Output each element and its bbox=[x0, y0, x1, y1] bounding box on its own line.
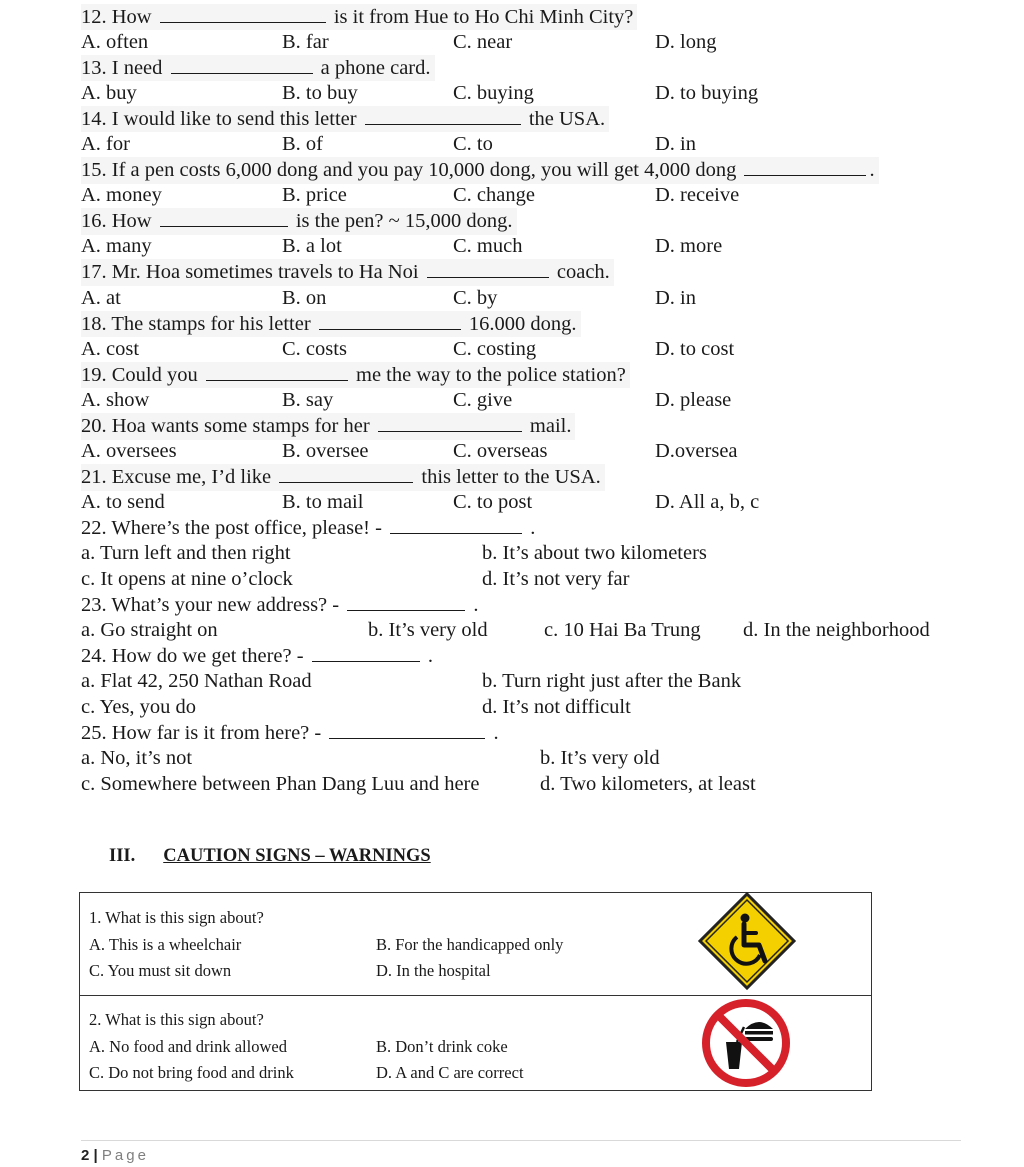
option[interactable]: c. It opens at nine o’clock bbox=[81, 568, 293, 591]
option[interactable]: A. This is a wheelchair bbox=[89, 934, 242, 954]
question-25: 25. How far is it from here? - . bbox=[81, 722, 499, 745]
option[interactable]: B. on bbox=[282, 286, 327, 309]
option[interactable]: C. near bbox=[453, 30, 513, 53]
question-21: 21. Excuse me, I’d like this letter to the USA. bbox=[81, 465, 981, 491]
option[interactable]: b. It’s very old bbox=[540, 747, 660, 770]
option[interactable]: C. change bbox=[453, 184, 535, 207]
option[interactable]: B. a lot bbox=[282, 235, 342, 258]
option[interactable]: B. say bbox=[282, 388, 334, 411]
question-18: 18. The stamps for his letter 16.000 dong. bbox=[81, 311, 981, 337]
option[interactable]: A. at bbox=[81, 286, 121, 309]
options-16 bbox=[81, 234, 981, 260]
option[interactable]: c. Yes, you do bbox=[81, 696, 197, 719]
option[interactable]: D. more bbox=[655, 235, 723, 258]
options-25b bbox=[81, 772, 981, 798]
option[interactable]: D. to cost bbox=[655, 337, 735, 360]
option[interactable]: d. It’s not very far bbox=[482, 568, 630, 591]
answer-blank[interactable] bbox=[279, 464, 413, 483]
option[interactable]: D.oversea bbox=[655, 440, 738, 463]
question-14: 14. I would like to send this letter the USA. bbox=[81, 106, 981, 132]
question-20: 20. Hoa wants some stamps for her mail. bbox=[81, 414, 981, 440]
option[interactable]: A. oversees bbox=[81, 440, 177, 463]
option[interactable]: B. to mail bbox=[282, 491, 364, 514]
option[interactable]: D. to buying bbox=[655, 81, 759, 104]
option[interactable]: C. overseas bbox=[453, 440, 548, 463]
option[interactable]: B. For the handicapped only bbox=[376, 934, 564, 954]
signs-table bbox=[79, 892, 872, 1091]
options-22a bbox=[81, 541, 981, 567]
option[interactable]: D. long bbox=[655, 30, 717, 53]
answer-blank[interactable] bbox=[378, 413, 522, 432]
option[interactable]: C. buying bbox=[453, 81, 534, 104]
answer-blank[interactable] bbox=[319, 311, 461, 330]
options-20 bbox=[81, 439, 981, 465]
question-15: 15. If a pen costs 6,000 dong and you pay 10,000 dong, you will get 4,000 dong . bbox=[81, 158, 981, 184]
option[interactable]: C. by bbox=[453, 286, 498, 309]
option[interactable]: C. You must sit down bbox=[89, 961, 232, 980]
option[interactable]: D. All a, b, c bbox=[655, 491, 760, 514]
option[interactable]: d. In the neighborhood bbox=[743, 619, 930, 642]
option[interactable]: B. oversee bbox=[282, 440, 369, 463]
option[interactable]: B. of bbox=[282, 132, 323, 155]
option[interactable]: A. money bbox=[81, 184, 162, 207]
question-16: 16. How is the pen? ~ 15,000 dong. bbox=[81, 209, 981, 235]
answer-blank[interactable] bbox=[347, 592, 465, 611]
option[interactable]: D. in bbox=[655, 132, 696, 155]
option[interactable]: C. to bbox=[453, 132, 493, 155]
section-number: III. bbox=[109, 846, 136, 866]
option[interactable]: A. to send bbox=[81, 491, 165, 514]
section-heading bbox=[109, 846, 431, 867]
options-19 bbox=[81, 388, 981, 414]
section-title: CAUTION SIGNS – WARNINGS bbox=[163, 846, 431, 866]
option[interactable]: B. far bbox=[282, 30, 329, 53]
option[interactable]: C. give bbox=[453, 388, 513, 411]
option[interactable]: d. Two kilometers, at least bbox=[540, 772, 756, 795]
answer-blank[interactable] bbox=[160, 208, 288, 227]
option[interactable]: B. price bbox=[282, 184, 347, 207]
option[interactable]: B. Don’t drink coke bbox=[376, 1036, 508, 1056]
option[interactable]: a. Go straight on bbox=[81, 619, 218, 642]
options-14 bbox=[81, 132, 981, 158]
answer-blank[interactable] bbox=[390, 515, 522, 534]
option[interactable]: a. Flat 42, 250 Nathan Road bbox=[81, 670, 312, 693]
answer-blank[interactable] bbox=[160, 4, 326, 23]
option[interactable]: A. often bbox=[81, 30, 149, 53]
options-18 bbox=[81, 337, 981, 363]
option[interactable]: A. cost bbox=[81, 337, 140, 360]
wheelchair-sign-icon bbox=[697, 891, 797, 991]
option[interactable]: b. It’s about two kilometers bbox=[482, 542, 707, 565]
answer-blank[interactable] bbox=[206, 362, 348, 381]
footer-separator: | bbox=[93, 1147, 98, 1164]
option[interactable]: d. It’s not difficult bbox=[482, 696, 631, 719]
option[interactable]: D. A and C are correct bbox=[376, 1063, 524, 1082]
question-22: 22. Where’s the post office, please! - . bbox=[81, 517, 536, 540]
page-number: 2 bbox=[81, 1147, 90, 1164]
option[interactable]: b. Turn right just after the Bank bbox=[482, 670, 742, 693]
options-17 bbox=[81, 286, 981, 312]
option[interactable]: A. many bbox=[81, 235, 152, 258]
option[interactable]: a. No, it’s not bbox=[81, 747, 193, 770]
option[interactable]: C. much bbox=[453, 235, 523, 258]
option[interactable]: A. No food and drink allowed bbox=[89, 1036, 287, 1056]
option[interactable]: a. Turn left and then right bbox=[81, 542, 291, 565]
no-food-drink-sign-icon bbox=[700, 997, 792, 1089]
option[interactable]: C. to post bbox=[453, 491, 533, 514]
question-13: 13. I need a phone card. bbox=[81, 55, 981, 81]
option[interactable]: A. buy bbox=[81, 81, 137, 104]
option[interactable]: C. Do not bring food and drink bbox=[89, 1063, 294, 1082]
option[interactable]: D. in bbox=[655, 286, 696, 309]
exercise-list bbox=[81, 4, 981, 797]
options-13 bbox=[81, 81, 981, 107]
question-17: 17. Mr. Hoa sometimes travels to Ha Noi coach. bbox=[81, 260, 981, 286]
sign-row-2 bbox=[80, 995, 871, 1092]
option[interactable]: b. It’s very old bbox=[368, 619, 488, 642]
answer-blank[interactable] bbox=[329, 720, 485, 739]
question-19: 19. Could you me the way to the police station? bbox=[81, 362, 981, 388]
question-12: 12. How is it from Hue to Ho Chi Minh City? bbox=[81, 4, 981, 30]
sign-question: 1. What is this sign about? bbox=[89, 908, 264, 927]
option[interactable]: B. to buy bbox=[282, 81, 358, 104]
option[interactable]: C. costing bbox=[453, 337, 537, 360]
option[interactable]: D. receive bbox=[655, 184, 740, 207]
answer-blank[interactable] bbox=[171, 55, 313, 74]
options-24a bbox=[81, 669, 981, 695]
options-15 bbox=[81, 183, 981, 209]
page-label: Page bbox=[101, 1147, 149, 1164]
option[interactable]: A. for bbox=[81, 132, 130, 155]
option[interactable]: D. In the hospital bbox=[376, 961, 491, 980]
options-21 bbox=[81, 490, 981, 516]
options-24b bbox=[81, 695, 981, 721]
option[interactable]: C. costs bbox=[282, 337, 347, 360]
question-23: 23. What’s your new address? - . bbox=[81, 594, 479, 617]
option[interactable]: A. show bbox=[81, 388, 150, 411]
answer-blank[interactable] bbox=[427, 259, 549, 278]
option[interactable]: D. please bbox=[655, 388, 732, 411]
page-footer bbox=[81, 1140, 961, 1164]
option[interactable]: c. Somewhere between Phan Dang Luu and here bbox=[81, 772, 480, 795]
options-22b bbox=[81, 567, 981, 593]
answer-blank[interactable] bbox=[744, 157, 866, 176]
answer-blank[interactable] bbox=[365, 106, 521, 125]
options-25a bbox=[81, 746, 981, 772]
option[interactable]: c. 10 Hai Ba Trung bbox=[544, 619, 701, 642]
question-24: 24. How do we get there? - . bbox=[81, 645, 433, 668]
sign-row-1 bbox=[80, 893, 871, 996]
options-12 bbox=[81, 30, 981, 56]
sign-question: 2. What is this sign about? bbox=[89, 1010, 264, 1029]
answer-blank[interactable] bbox=[312, 643, 420, 662]
options-23 bbox=[81, 618, 981, 644]
